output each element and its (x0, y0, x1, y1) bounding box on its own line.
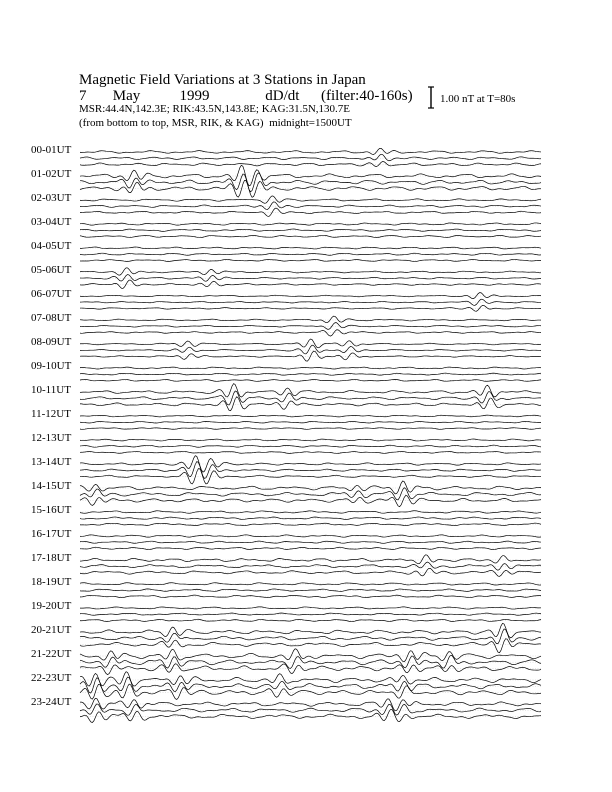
hour-label: 01-02UT (31, 168, 72, 180)
date-year: 1999 (179, 88, 210, 104)
trace-kag (80, 316, 541, 322)
filter-label: (filter:40-160s) (321, 88, 413, 104)
hour-label: 20-21UT (31, 624, 72, 636)
trace-kag (80, 649, 541, 662)
trace-rik (80, 345, 541, 354)
trace-kag (80, 196, 541, 203)
hour-label: 03-04UT (31, 216, 72, 228)
trace-rik (80, 229, 541, 231)
trace-kag (80, 698, 541, 711)
hour-label: 06-07UT (31, 288, 72, 300)
trace-msr (80, 547, 541, 549)
hour-label: 14-15UT (31, 480, 72, 492)
hour-label: 11-12UT (31, 408, 71, 420)
hour-label: 07-08UT (31, 312, 72, 324)
trace-msr (80, 451, 541, 453)
quantity-label: dD/dt (265, 88, 300, 104)
trace-kag (80, 268, 541, 275)
trace-rik (80, 562, 541, 570)
trace-msr (80, 305, 541, 311)
date-month: May (112, 88, 141, 104)
hour-label: 13-14UT (31, 456, 72, 468)
trace-rik (80, 202, 541, 210)
trace-msr (80, 351, 541, 361)
hour-label: 02-03UT (31, 192, 72, 204)
trace-kag (80, 165, 541, 186)
hour-label: 15-16UT (31, 504, 72, 516)
trace-kag (80, 481, 541, 494)
trace-kag (80, 583, 541, 585)
trace-msr (80, 639, 541, 653)
station-coordinates: MSR:44.4N,142.3E; RIK:43.5N,143.8E; KAG:31.5N,130.7E (79, 103, 351, 115)
trace-rik (80, 373, 541, 375)
trace-kag (80, 148, 541, 154)
trace-kag (80, 384, 541, 397)
trace-rik (80, 541, 541, 543)
trace-msr (80, 710, 541, 723)
trace-rik (80, 391, 541, 405)
hour-label: 04-05UT (31, 240, 72, 252)
hour-label: 19-20UT (31, 600, 72, 612)
trace-msr (80, 330, 541, 336)
trace-kag (80, 555, 541, 564)
hour-label: 12-13UT (31, 432, 72, 444)
scale-bar-label: 1.00 nT at T=80s (440, 93, 516, 105)
hour-label: 05-06UT (31, 264, 72, 276)
hour-label: 16-17UT (31, 528, 72, 540)
plot-title: Magnetic Field Variations at 3 Stations in Japan (79, 72, 366, 88)
trace-rik (80, 655, 541, 668)
hour-label: 08-09UT (31, 336, 72, 348)
trace-rik (80, 629, 541, 644)
trace-msr (80, 664, 541, 675)
trace-kag (80, 367, 541, 369)
order-note: (from bottom to top, MSR, RIK, & KAG) (79, 117, 264, 129)
trace-rik (80, 275, 541, 282)
trace-rik (80, 323, 541, 330)
hour-label: 23-24UT (31, 696, 72, 708)
trace-kag (80, 535, 541, 537)
hour-label: 09-10UT (31, 360, 72, 372)
trace-kag (80, 293, 541, 299)
trace-rik (80, 589, 541, 591)
date-day: 7 (79, 88, 87, 104)
trace-kag (80, 623, 541, 637)
hour-label: 22-23UT (31, 672, 72, 684)
midnight-note: midnight=1500UT (269, 117, 352, 129)
trace-rik (80, 154, 541, 161)
trace-rik (80, 445, 541, 447)
hour-label: 18-19UT (31, 576, 72, 588)
trace-msr (80, 495, 541, 506)
hour-label: 10-11UT (31, 384, 71, 396)
hour-label: 00-01UT (31, 144, 72, 156)
hour-label: 17-18UT (31, 552, 72, 564)
hour-label: 21-22UT (31, 648, 72, 660)
trace-msr (80, 161, 541, 166)
